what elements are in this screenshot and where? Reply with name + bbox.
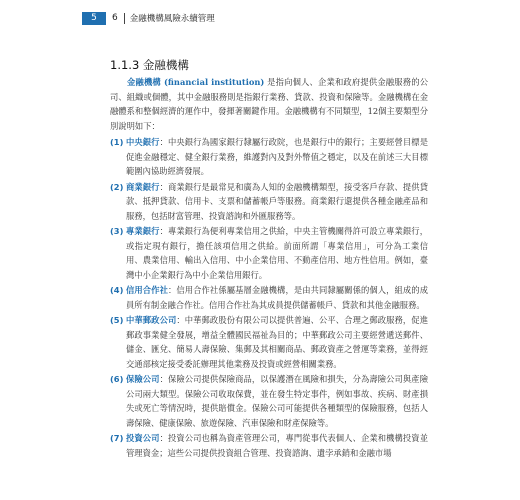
section-title: 1.1.3 金融機構 xyxy=(110,58,189,72)
item-number: (4) xyxy=(110,285,124,295)
list-item xyxy=(110,135,428,179)
item-term: 投資公司 xyxy=(126,433,160,443)
list-item xyxy=(110,180,428,224)
list-item xyxy=(110,431,428,460)
item-text: ：信用合作社係屬基層金融機構，是由共同隸屬關係的個人，組成的成員所有制金融合作社。信用合作社為其成員提供儲蓄帳戶、貸款和其他金融服務。 xyxy=(126,285,428,310)
item-number: (5) xyxy=(110,315,124,325)
intro-text: 是指向個人、企業和政府提供金融服務的公司、組織或個體，其中金融服務則是指銀行業務、貸款、投資和保險等。金融機構在金融體系和整個經濟的運作中，發揮著關鍵作用。金融機構有不同類型，12個主要類型分別說明如下： xyxy=(110,77,428,131)
intro-paragraph xyxy=(110,75,428,133)
intro-term: 金融機構 (financial institution) xyxy=(127,77,265,87)
item-number: (6) xyxy=(110,374,124,384)
item-term: 中華郵政公司 xyxy=(126,315,177,325)
item-number: (3) xyxy=(110,226,124,236)
item-text: ：專業銀行為便利專業信用之供給，中央主管機關得許可設立專業銀行，或指定現有銀行，擔任該項信用之供給。前面所謂「專業信用」，可分為工業信用、農業信用、輸出入信用、中小企業信用、不動產信用、地方性信用。例如，臺灣中小企業銀行為中小企業信用銀行。 xyxy=(126,226,428,280)
list-item xyxy=(110,283,428,312)
item-number: (7) xyxy=(110,433,124,443)
item-term: 專業銀行 xyxy=(126,226,160,236)
body-text xyxy=(110,75,428,460)
page-number: 6 xyxy=(112,13,118,23)
item-number: (2) xyxy=(110,181,124,192)
item-text: ：中華郵政股份有限公司以提供普遍、公平、合理之郵政服務，促進郵政事業健全發展，增益全體國民福祉為目的；中華郵政公司主要經營遞送郵件、儲金、匯兌、簡易人壽保險、集郵及其相關商品、郵政資產之營運等業務，並得經交通部核定接受委託辦理其他業務及投資或經營相關業務。 xyxy=(126,315,428,369)
item-text: ：投資公司也稱為資產管理公司，專門從事代表個人、企業和機構投資並管理資金；這些公司提供投資組合管理、投資諮詢、遺孛承銷和金融市場 xyxy=(126,433,428,458)
header-divider xyxy=(124,13,125,24)
header-title: 金融機構風險永續管理 xyxy=(129,14,215,24)
item-text: ：保險公司提供保險商品，以保護潛在風險和損失，分為壽險公司與產險公司兩大類型。保險公司收取保費，並在發生特定事件，例如事故、疾病、財產損失或死亡等情況時，提供賠償金。保險公司可能提供各種類型的保險服務，包括人壽保險、健康保險、旅遊保險、汽車保險和財產保險等。 xyxy=(126,374,428,428)
chapter-badge: 5 xyxy=(82,12,106,25)
item-number: (1) xyxy=(110,137,124,147)
item-text: ：商業銀行是最常見和廣為人知的金融機構類型，接受客戶存款、提供貸款、抵押貸款、信用卡、支票和儲蓄帳戶等服務。商業銀行還提供各種金融產品和服務，包括財富管理、投資諮詢和外匯服務等。 xyxy=(126,181,428,221)
item-term: 中央銀行 xyxy=(126,137,160,147)
running-header xyxy=(82,11,215,25)
item-term: 信用合作社 xyxy=(126,285,168,295)
list-item xyxy=(110,224,428,282)
item-term: 商業銀行 xyxy=(126,181,160,192)
item-term: 保險公司 xyxy=(126,374,160,384)
list-item xyxy=(110,372,428,430)
item-text: ：中央銀行為國家銀行隸屬行政院，也是銀行中的銀行；主要經營目標是促進金融穩定、健全銀行業務，維護對內及對外幣值之穩定，以及在前述三大目標範圍內協助經濟發展。 xyxy=(126,137,428,176)
list-item xyxy=(110,313,428,371)
